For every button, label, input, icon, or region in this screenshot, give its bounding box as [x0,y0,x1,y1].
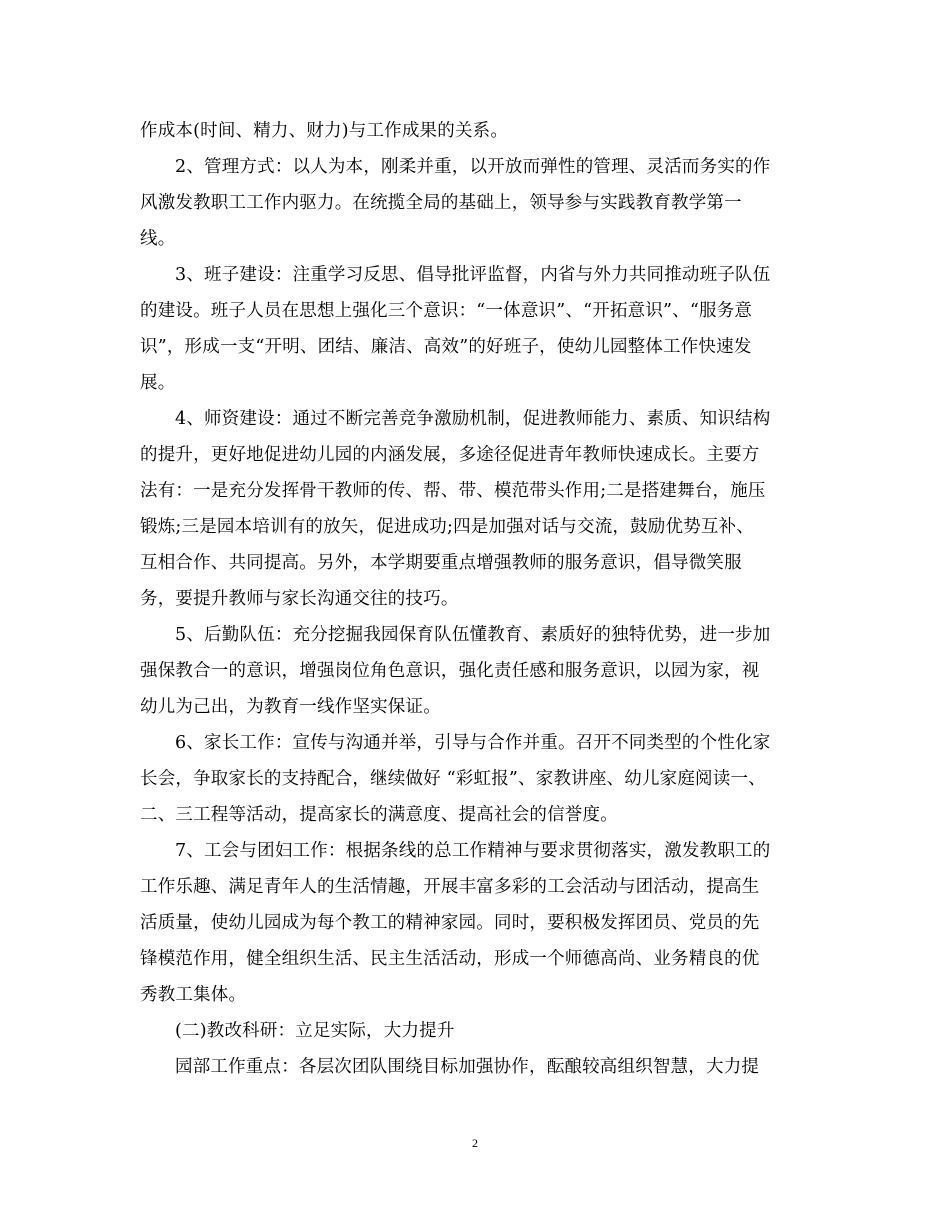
text-line: 6、家长工作：宣传与沟通并举，引导与合作并重。召开不同类型的个性化家 [175,733,771,753]
text-line: 5、后勤队伍：充分挖掘我园保育队伍懂教育、素质好的独特优势，进一步加 [175,625,771,645]
text-line: 秀教工集体。 [140,985,247,1005]
text-line: 作成本(时间、精力、财力)与工作成果的关系。 [140,121,509,141]
text-line: 风激发教职工工作内驱力。在统揽全局的基础上，领导参与实践教育教学第一 [140,193,742,213]
text-line: 二、三工程等活动，提高家长的满意度、提高社会的信誉度。 [140,805,618,825]
text-line: 幼儿为己出，为教育一线作坚实保证。 [140,697,441,717]
text-line: 2、管理方式：以人为本，刚柔并重，以开放而弹性的管理、灵活而务实的作 [175,157,771,177]
text-line: 的建设。班子人员在思想上强化三个意识：“一体意识”、“开拓意识”、“服务意 [140,301,753,321]
text-line: 展。 [140,373,176,393]
text-line: 的提升，更好地促进幼儿园的内涵发展，多途径促进青年教师快速成长。主要方 [140,445,760,465]
text-line: 锻炼;三是园本培训有的放矢，促进成功;四是加强对话与交流，鼓励优势互补、 [140,517,754,537]
text-line: 线。 [140,229,176,249]
text-line: 法有：一是充分发挥骨干教师的传、帮、带、模范带头作用;二是搭建舞台，施压 [140,481,766,501]
text-line: (二)教改科研：立足实际，大力提升 [175,1021,455,1041]
page-number: 2 [472,1136,478,1150]
text-line: 强保教合一的意识，增强岗位角色意识，强化责任感和服务意识，以园为家，视 [140,661,760,681]
text-line: 7、工会与团妇工作：根据条线的总工作精神与要求贯彻落实，激发教职工的 [175,841,771,861]
text-line: 长会，争取家长的支持配合，继续做好 “彩虹报”、家教讲座、幼儿家庭阅读一、 [140,769,766,789]
text-line: 互相合作、共同提高。另外，本学期要重点增强教师的服务意识，倡导微笑服 [140,553,742,573]
text-line: 4、师资建设：通过不断完善竞争激励机制，促进教师能力、素质、知识结构 [175,409,771,429]
text-line: 活质量，使幼儿园成为每个教工的精神家园。同时，要积极发挥团员、党员的先 [140,913,760,933]
text-line: 识”，形成一支“开明、团结、廉洁、高效”的好班子，使幼儿园整体工作快速发 [140,337,752,357]
text-line: 园部工作重点：各层次团队围绕目标加强协作，酝酿较高组织智慧，大力提 [175,1057,760,1077]
document-body [140,113,810,1085]
text-line: 工作乐趣、满足青年人的生活情趣，开展丰富多彩的工会活动与团活动，提高生 [140,877,760,897]
text-line: 务，要提升教师与家长沟通交往的技巧。 [140,589,459,609]
text-line: 3、班子建设：注重学习反思、倡导批评监督，内省与外力共同推动班子队伍 [175,265,771,285]
text-line: 锋模范作用，健全组织生活、民主生活活动，形成一个师德高尚、业务精良的优 [140,949,760,969]
